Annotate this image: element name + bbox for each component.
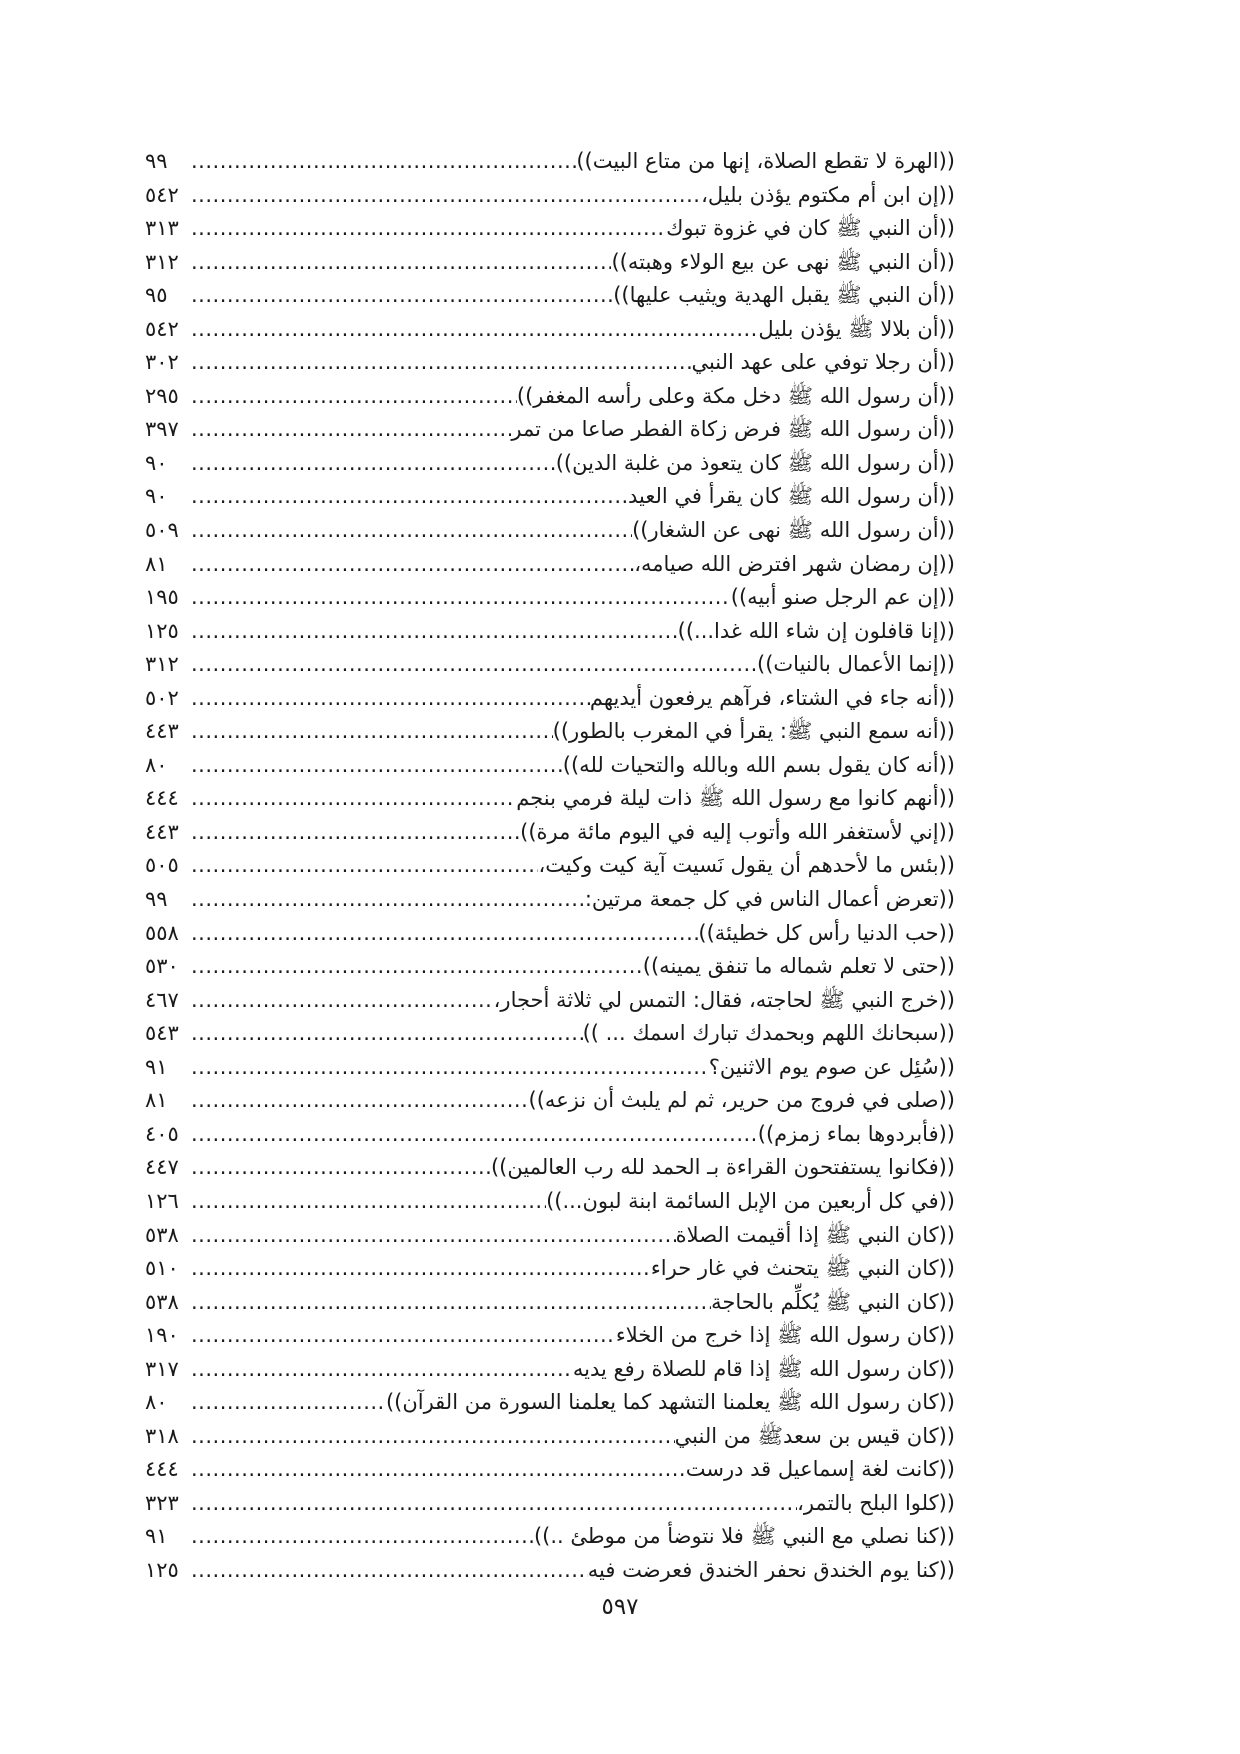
dot-leader (191, 480, 628, 514)
index-entry (145, 1319, 955, 1353)
index-entry (145, 1286, 955, 1320)
entry-text: ((كلوا البلح بالتمر، (797, 1490, 955, 1515)
dot-leader (191, 984, 494, 1018)
index-entry (145, 682, 955, 716)
index-entry (145, 1386, 955, 1420)
index-entry (145, 883, 955, 917)
dot-leader (191, 1487, 797, 1521)
index-entry (145, 615, 955, 649)
entry-page-number: ٥٣٨ (145, 1289, 179, 1314)
entry-text: ((سُئِل عن صوم يوم الاثنين؟ (708, 1054, 955, 1079)
dot-leader (191, 950, 643, 984)
entry-text: ((بئس ما لأحدهم أن يقول نَسيت آية كيت وكيت، (538, 853, 955, 878)
dot-leader (191, 749, 563, 783)
entry-text: ((أن النبي ﷺ نهى عن بيع الولاء وهبته)) (611, 249, 955, 274)
dot-leader (191, 782, 516, 816)
index-entry (145, 279, 955, 313)
entry-page-number: ٣١٧ (145, 1356, 179, 1381)
index-entry (145, 1420, 955, 1454)
dot-leader (191, 313, 758, 347)
dot-leader (191, 1219, 676, 1253)
entry-page-number: ٢٩٥ (145, 383, 179, 408)
entry-page-number: ٨١ (145, 1088, 168, 1113)
index-entry (145, 212, 955, 246)
entry-text: ((فأبردوها بماء زمزم)) (757, 1121, 955, 1146)
entry-page-number: ٣٩٧ (145, 417, 179, 442)
index-entry (145, 648, 955, 682)
entry-text: ((أنهم كانوا مع رسول الله ﷺ ذات ليلة فرمي بنجم (516, 786, 955, 811)
entry-page-number: ٥١٠ (145, 1256, 179, 1281)
index-entry (145, 1554, 955, 1588)
entry-page-number: ٤٤٤ (145, 786, 179, 811)
dot-leader (191, 917, 698, 951)
index-entry (145, 346, 955, 380)
index-entry (145, 1252, 955, 1286)
entry-page-number: ٨١ (145, 551, 168, 576)
entry-page-number: ٤٠٥ (145, 1121, 179, 1146)
entry-page-number: ٤٤٣ (145, 819, 179, 844)
entry-page-number: ٩٥ (145, 283, 168, 308)
index-entry (145, 816, 955, 850)
dot-leader (191, 1319, 616, 1353)
index-entry (145, 1487, 955, 1521)
entry-page-number: ٩١ (145, 1524, 168, 1549)
index-entry (145, 179, 955, 213)
entry-text: ((الهرة لا تقطع الصلاة، إنها من متاع البيت)) (576, 149, 955, 173)
index-entry (145, 548, 955, 582)
entry-text: ((تعرض أعمال الناس في كل جمعة مرتين: (584, 887, 955, 912)
dot-leader (191, 548, 634, 582)
dot-leader (191, 715, 553, 749)
entry-text: ((سبحانك اللهم وبحمدك تبارك اسمك ... )) (582, 1021, 955, 1046)
entry-page-number: ١٢٥ (145, 1557, 179, 1582)
index-entry (145, 246, 955, 280)
entry-page-number: ٩٩ (145, 887, 168, 912)
entry-page-number: ١٢٥ (145, 618, 179, 643)
hadith-index-list (145, 145, 955, 1588)
entry-text: ((كان قيس بن سعدﷺ من النبي (674, 1423, 955, 1448)
entry-text: ((في كل أربعين من الإبل السائمة ابنة لبون...)) (546, 1188, 955, 1213)
dot-leader (191, 615, 678, 649)
entry-text: ((إني لأستغفر الله وأتوب إليه في اليوم مائة مرة)) (520, 819, 955, 844)
index-entry (145, 480, 955, 514)
dot-leader (191, 1520, 534, 1554)
entry-page-number: ٤٤٧ (145, 1155, 179, 1180)
index-entry (145, 1051, 955, 1085)
entry-text: ((كان رسول الله ﷺ إذا خرج من الخلاء (615, 1323, 955, 1348)
entry-text: ((حب الدنيا رأس كل خطيئة)) (698, 920, 955, 945)
dot-leader (191, 145, 576, 179)
dot-leader (191, 346, 691, 380)
entry-page-number: ٤٤٤ (145, 1457, 179, 1482)
entry-page-number: ٤٦٧ (145, 987, 179, 1012)
entry-page-number: ٩٠ (145, 450, 168, 475)
index-entry (145, 447, 955, 481)
dot-leader (191, 1017, 583, 1051)
dot-leader (191, 1151, 491, 1185)
dot-leader (191, 246, 611, 280)
index-entry (145, 145, 955, 179)
entry-text: ((كان النبي ﷺ يُكلِّم بالحاجة (711, 1289, 955, 1314)
entry-page-number: ٨٠ (145, 752, 168, 777)
dot-leader (191, 883, 585, 917)
entry-page-number: ٣١٢ (145, 249, 179, 274)
entry-page-number: ٥٥٨ (145, 920, 179, 945)
dot-leader (191, 380, 517, 414)
entry-page-number: ٥٠٢ (145, 685, 179, 710)
entry-text: ((إن رمضان شهر افترض الله صيامه، (634, 551, 955, 576)
entry-text: ((أن رسول الله ﷺ نهى عن الشغار)) (632, 518, 955, 543)
index-entry (145, 917, 955, 951)
dot-leader (191, 1353, 573, 1387)
entry-text: ((كنا نصلي مع النبي ﷺ فلا نتوضأ من موطئ ..)) (533, 1524, 955, 1549)
entry-text: ((خرج النبي ﷺ لحاجته، فقال: التمس لي ثلاثة أحجار، (493, 987, 955, 1012)
entry-page-number: ٣١٨ (145, 1423, 179, 1448)
entry-text: ((أن رسول الله ﷺ دخل مكة وعلى رأسه المغفر)) (516, 383, 955, 408)
entry-text: ((كانت لغة إسماعيل قد درست (685, 1457, 955, 1482)
entry-text: ((أنه جاء في الشتاء، فرآهم يرفعون أيديهم (589, 685, 955, 710)
entry-page-number: ٩٩ (145, 149, 168, 173)
entry-text: ((أنه كان يقول بسم الله وبالله والتحيات لله)) (562, 752, 955, 777)
dot-leader (191, 682, 590, 716)
entry-text: ((كان النبي ﷺ إذا أقيمت الصلاة (675, 1222, 955, 1247)
entry-text: ((كنا يوم الخندق نحفر الخندق فعرضت فيه (587, 1557, 955, 1582)
index-entry (145, 1084, 955, 1118)
entry-text: ((أن رسول الله ﷺ كان يتعوذ من غلبة الدين)) (555, 450, 955, 475)
entry-text: ((فكانوا يستفتحون القراءة بـ الحمد لله رب العالمين)) (490, 1155, 955, 1180)
dot-leader (191, 581, 731, 615)
entry-page-number: ٣١٢ (145, 652, 179, 677)
entry-page-number: ٥٠٩ (145, 518, 179, 543)
entry-page-number: ٣٢٣ (145, 1490, 179, 1515)
dot-leader (191, 816, 520, 850)
index-entry (145, 313, 955, 347)
entry-page-number: ٨٠ (145, 1390, 168, 1415)
dot-leader (191, 1118, 758, 1152)
entry-text: ((أن النبي ﷺ كان في غزوة تبوك (666, 216, 955, 241)
entry-page-number: ٥٣٨ (145, 1222, 179, 1247)
entry-page-number: ٥٤٢ (145, 316, 179, 341)
dot-leader (191, 1453, 686, 1487)
index-entry (145, 581, 955, 615)
entry-text: ((حتى لا تعلم شماله ما تنفق يمينه)) (642, 954, 955, 979)
entry-text: ((أن رسول الله ﷺ كان يقرأ في العيد (628, 484, 955, 509)
entry-text: ((صلى في فروج من حرير، ثم لم يلبث أن نزعه)) (528, 1088, 955, 1113)
dot-leader (191, 413, 511, 447)
entry-page-number: ٥٤٣ (145, 1021, 179, 1046)
entry-page-number: ٣١٣ (145, 216, 179, 241)
entry-text: ((إنما الأعمال بالنيات)) (757, 652, 955, 677)
index-entry (145, 1353, 955, 1387)
index-entry (145, 1017, 955, 1051)
index-entry (145, 1520, 955, 1554)
dot-leader (191, 1084, 529, 1118)
entry-text: ((أن النبي ﷺ يقبل الهدية ويثيب عليها)) (613, 283, 955, 308)
index-entry (145, 514, 955, 548)
dot-leader (191, 447, 556, 481)
index-entry (145, 1118, 955, 1152)
dot-leader (191, 1252, 651, 1286)
index-entry (145, 1185, 955, 1219)
entry-text: ((أن رجلا توفي على عهد النبي (691, 350, 955, 375)
index-entry (145, 1453, 955, 1487)
entry-text: ((إن عم الرجل صنو أبيه)) (730, 585, 955, 610)
dot-leader (191, 514, 632, 548)
index-entry (145, 849, 955, 883)
index-entry (145, 715, 955, 749)
dot-leader (191, 279, 613, 313)
dot-leader (191, 849, 538, 883)
entry-page-number: ١٢٦ (145, 1188, 179, 1213)
index-entry (145, 950, 955, 984)
dot-leader (191, 1051, 709, 1085)
index-entry (145, 413, 955, 447)
dot-leader (191, 1185, 546, 1219)
entry-text: ((أن رسول الله ﷺ فرض زكاة الفطر صاعا من تمر (511, 417, 955, 442)
index-entry (145, 1219, 955, 1253)
index-entry (145, 984, 955, 1018)
entry-page-number: ٥٣٠ (145, 954, 179, 979)
entry-page-number: ٣٠٢ (145, 350, 179, 375)
index-entry (145, 1151, 955, 1185)
entry-text: ((إنا قافلون إن شاء الله غدا...)) (677, 618, 955, 643)
dot-leader (191, 1554, 588, 1588)
page-number: ٥٩٧ (601, 1594, 639, 1620)
entry-page-number: ٥٤٢ (145, 182, 179, 207)
entry-page-number: ٤٤٣ (145, 719, 179, 744)
entry-text: ((كان النبي ﷺ يتحنث في غار حراء (650, 1256, 955, 1281)
index-entry (145, 380, 955, 414)
index-entry (145, 749, 955, 783)
dot-leader (191, 179, 701, 213)
entry-text: ((أن بلالا ﷺ يؤذن بليل (758, 316, 955, 341)
index-entry (145, 782, 955, 816)
entry-page-number: ٥٠٥ (145, 853, 179, 878)
entry-page-number: ٩١ (145, 1054, 168, 1079)
entry-page-number: ١٩٠ (145, 1323, 179, 1348)
entry-text: ((كان رسول الله ﷺ يعلمنا التشهد كما يعلمنا السورة من القرآن)) (385, 1390, 955, 1415)
entry-page-number: ١٩٥ (145, 585, 179, 610)
dot-leader (191, 648, 757, 682)
dot-leader (191, 1286, 711, 1320)
dot-leader (191, 212, 666, 246)
dot-leader (191, 1386, 386, 1420)
entry-text: ((أنه سمع النبي ﷺ: يقرأ في المغرب بالطور)) (552, 719, 955, 744)
entry-text: ((إن ابن أم مكتوم يؤذن بليل، (701, 182, 955, 207)
dot-leader (191, 1420, 675, 1454)
entry-page-number: ٩٠ (145, 484, 168, 509)
entry-text: ((كان رسول الله ﷺ إذا قام للصلاة رفع يديه (572, 1356, 955, 1381)
